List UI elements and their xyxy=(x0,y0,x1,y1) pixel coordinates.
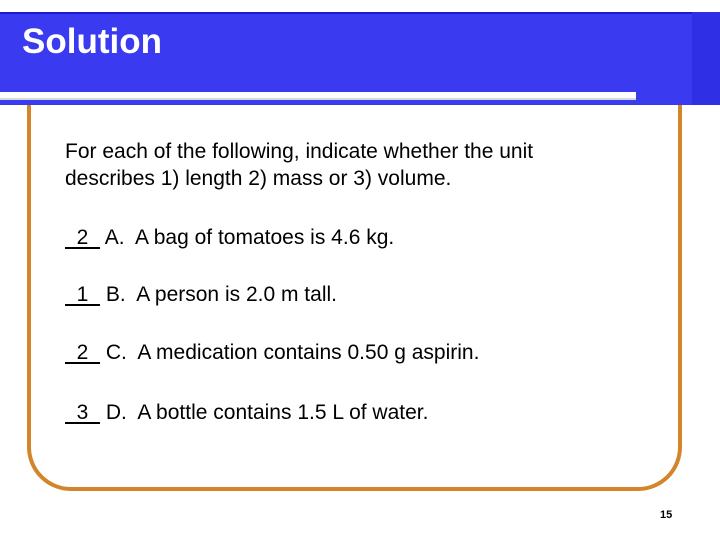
question-text-c: C. A medication contains 0.50 g aspirin. xyxy=(100,341,480,364)
title-bar-right-cap xyxy=(692,12,720,105)
intro-text xyxy=(65,138,665,192)
intro-line-2: describes 1) length 2) mass or 3) volume. xyxy=(65,167,452,190)
content-frame xyxy=(27,60,682,491)
slide-title: Solution xyxy=(22,22,162,61)
title-underline-shadow xyxy=(0,98,636,100)
question-text-b: B. A person is 2.0 m tall. xyxy=(100,283,337,306)
answer-blank-b: 1 xyxy=(65,283,101,306)
question-b xyxy=(65,283,337,307)
answer-blank-a: 2 xyxy=(65,226,101,249)
question-d xyxy=(65,401,428,425)
question-c xyxy=(65,341,479,365)
intro-line-1: For each of the following, indicate whether the unit xyxy=(65,140,534,163)
page-number: 15 xyxy=(660,509,673,521)
answer-blank-c: 2 xyxy=(65,341,101,364)
answer-blank-d: 3 xyxy=(65,401,101,424)
title-bar-topline xyxy=(0,12,720,14)
question-a xyxy=(65,226,394,250)
question-text-a: A. A bag of tomatoes is 4.6 kg. xyxy=(100,226,395,249)
question-text-d: D. A bottle contains 1.5 L of water. xyxy=(100,401,429,424)
